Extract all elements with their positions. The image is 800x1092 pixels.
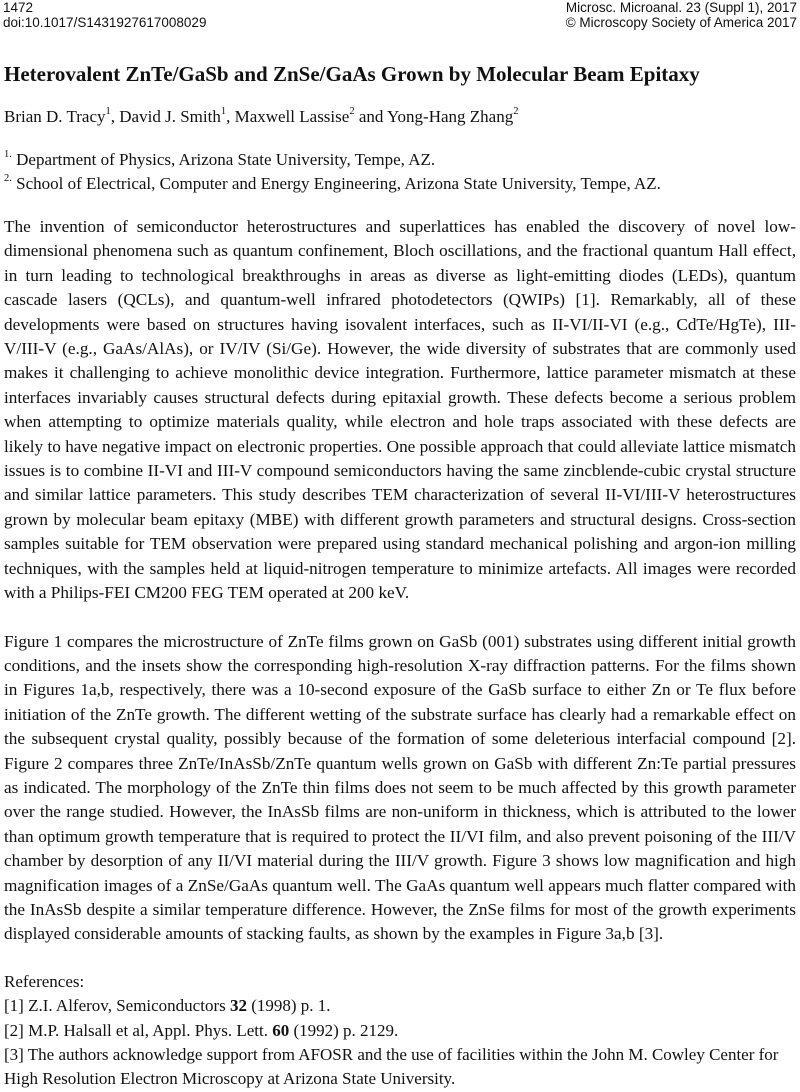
page-header xyxy=(0,0,800,36)
header-left xyxy=(3,0,206,30)
paragraph-intro: The invention of semiconductor heterostructures and superlattices has enabled the discovery of novel low-dimensional phenomena such as quantum confinement, Bloch oscillations, and the fractional quantum Hall effect, in turn leading to technological breakthroughs in areas as diverse as light-emitting diodes (LEDs), quantum cascade lasers (QCLs), and quantum-well infrared photodetectors (QWIPs) [1]. Remarkably, all of these developments were based on structures having isovalent interfaces, such as II-VI/II-VI (e.g., CdTe/HgTe), III-V/III-V (e.g., GaAs/AlAs), or IV/IV (Si/Ge). However, the wide diversity of substrates that are commonly used makes it challenging to achieve monolithic device integration. Furthermore, lattice parameter mismatch at these interfaces invariably causes structural defects during epitaxial growth. These defects become a serious problem when attempting to optimize materials quality, while electron and hole traps associated with these defects are likely to have negative impact on electronic properties. One possible approach that could alleviate lattice mismatch issues is to combine II-VI and III-V compound semiconductors having the same zincblende-cubic crystal structure and similar lattice parameters. This study describes TEM characterization of several II-VI/III-V heterostructures grown by molecular beam epitaxy (MBE) with different growth parameters and structural designs. Cross-section samples suitable for TEM observation were prepared using standard mechanical polishing and argon-ion milling techniques, with the samples held at liquid-nitrogen temperature to minimize artefacts. All images were recorded with a Philips-FEI CM200 FEG TEM operated at 200 keV. xyxy=(4,217,796,603)
author: David J. Smith$^1$, xyxy=(119,106,235,126)
references xyxy=(4,970,796,1092)
doi: doi:10.1017/S1431927617008029 xyxy=(3,15,207,30)
journal-citation: Microsc. Microanal. 23 (Suppl 1), 2017 xyxy=(565,0,797,15)
author-list xyxy=(4,105,796,129)
page-number: 1472 xyxy=(3,0,34,15)
paragraph-results: Figure 1 compares the microstructure of ZnTe films grown on GaSb (001) substrates using different initial growth conditions, and the insets show the corresponding high-resolution X-ray diffraction patterns. For the films shown in Figures 1a,b, respectively, there was a 10-second exposure of the GaSb surface to either Zn or Te flux before initiation of the ZnTe growth. The different wetting of the substrate surface has clearly had a remarkable effect on the subsequent crystal quality, possibly because of the formation of some deleterious interfacial compound [2]. Figure 2 compares three ZnTe/InAsSb/ZnTe quantum wells grown on GaSb with different Zn:Te partial pressures as indicated. The morphology of the ZnTe thin films does not seem to be much affected by this growth parameter over the range studied. However, the InAsSb films are non-uniform in thickness, which is attributed to the lower than optimum growth temperature that is required to protect the II/VI film, and also prevent poisoning of the III/V chamber by desorption of any II/VI material during the III/V growth. Figure 3 shows low magnification and high magnification images of a ZnSe/GaAs quantum well. The GaAs quantum well appears much flatter compared with the InAsSb despite a similar temperature difference. However, the ZnSe films for most of the growth experiments displayed considerable amounts of stacking faults, as shown by the examples in Figure 3a,b [3]. xyxy=(4,631,796,944)
references-heading: References: xyxy=(4,971,85,991)
author: Brian D. Tracy$^1$, xyxy=(4,106,120,126)
affiliation: $^{1.}$ Department of Physics, Arizona State University, Tempe, AZ. xyxy=(4,149,436,169)
reference-item: [1] Z.I. Alferov, Semiconductors 32 (1998) p. 1. xyxy=(4,996,331,1016)
affiliations xyxy=(4,148,796,196)
article-title: Heterovalent ZnTe/GaSb and ZnSe/GaAs Grown by Molecular Beam Epitaxy xyxy=(4,62,700,86)
reference-item: [2] M.P. Halsall et al, Appl. Phys. Lett. 60 (1992) p. 2129. xyxy=(4,1020,399,1040)
copyright: © Microscopy Society of America 2017 xyxy=(565,15,797,30)
reference-item: [3] The authors acknowledge support from AFOSR and the use of facilities within the John M. Cowley Center for High Resolution Electron Microscopy at Arizona State University. xyxy=(4,1045,779,1089)
author: Yong-Hang Zhang$^2$ xyxy=(386,106,519,126)
header-right xyxy=(566,0,797,30)
affiliation: $^{2.}$ School of Electrical, Computer and Energy Engineering, Arizona State University, Tempe, AZ. xyxy=(4,173,661,193)
author: Maxwell Lassise$^2$ and xyxy=(234,106,387,126)
article xyxy=(4,60,796,1092)
